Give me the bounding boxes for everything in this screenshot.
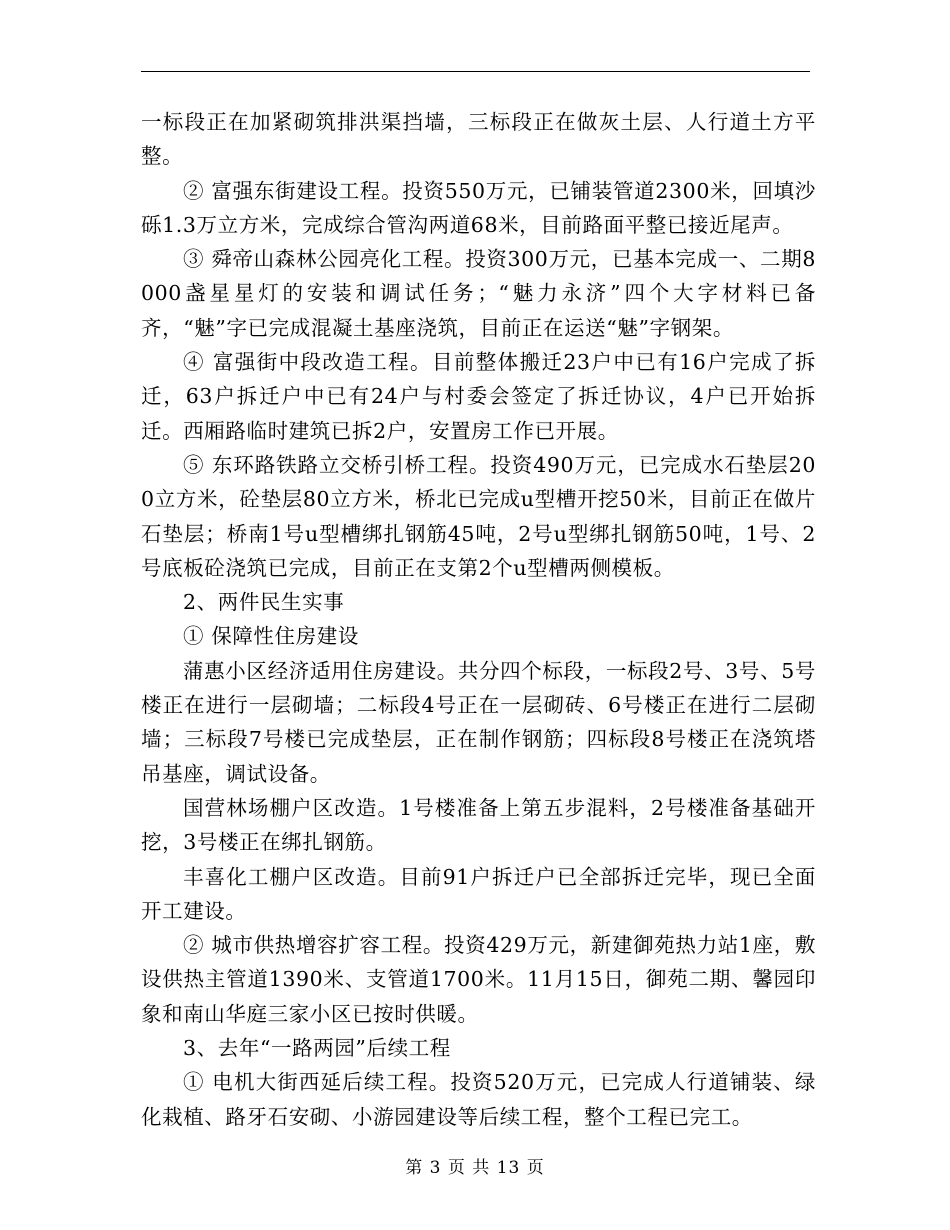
section-heading-2: 2、两件民生实事 [183, 590, 345, 615]
section-heading-3: 3、去年“一路两园”后续工程 [183, 1036, 451, 1061]
paragraph-8: 蒲惠小区经济适用住房建设。共分四个标段，一标段2号、3号、5号楼正在进行一层砌墙；二标段4号正在一层砌砖、6号楼正在进行二层砌墙；三标段7号楼已完成垫层，正在制作钢筋；四标段8号楼正在浇筑塔吊基座，调试设备。 [141, 658, 816, 786]
paragraph-13: ① 电机大街西延后续工程。投资520万元，已完成人行道铺装、绿化栽植、路牙石安砌、小游园建设等后续工程，整个工程已完工。 [141, 1070, 816, 1129]
paragraph-9: 国营林场棚户区改造。1号楼准备上第五步混料，2号楼准备基础开挖，3号楼正在绑扎钢筋。 [141, 795, 816, 855]
paragraph-11: ② 城市供热增容扩容工程。投资429万元，新建御苑热力站1座，敷设供热主管道1390米、支管道1700米。11月15日，御苑二期、馨园印象和南山华庭三家小区已按时供暖。 [141, 933, 816, 1026]
paragraph-5: ⑤ 东环路铁路立交桥引桥工程。投资490万元，已完成水石垫层200立方米，砼垫层80立方米，桥北已完成u型槽开挖50米，目前正在做片石垫层；桥南1号u型槽绑扎钢筋45吨，2号u型绑扎钢筋50吨，1号、2号底板砼浇筑已完成，目前正在支第2个u型槽两侧模板。 [141, 452, 816, 580]
paragraph-10: 丰喜化工棚户区改造。目前91户拆迁户已全部拆迁完毕，现已全面开工建设。 [141, 864, 816, 923]
paragraph-3: ③ 舜帝山森林公园亮化工程。投资300万元，已基本完成一、二期8000盏星星灯的安装和调试任务；“魅力永济”四个大字材料已备齐，“魅”字已完成混凝土基座浇筑，目前正在运送“魅”字钢架。 [141, 247, 816, 340]
subsection-heading-housing: ① 保障性住房建设 [183, 624, 359, 649]
page-number-footer: 第 3 页 共 13 页 [405, 1158, 545, 1178]
paragraph-2: ② 富强东街建设工程。投资550万元，已铺装管道2300米，回填沙砾1.3万立方米，完成综合管沟两道68米，目前路面平整已接近尾声。 [141, 178, 816, 237]
paragraph-1: 一标段正在加紧砌筑排洪渠挡墙，三标段正在做灰土层、人行道土方平整。 [141, 110, 816, 169]
document-body [141, 105, 816, 1134]
header-rule [141, 71, 810, 72]
paragraph-4: ④ 富强街中段改造工程。目前整体搬迁23户中已有16户完成了拆迁，63户拆迁户中已有24户与村委会签定了拆迁协议，4户已开始拆迁。西厢路临时建筑已拆2户，安置房工作已开展。 [141, 350, 816, 443]
